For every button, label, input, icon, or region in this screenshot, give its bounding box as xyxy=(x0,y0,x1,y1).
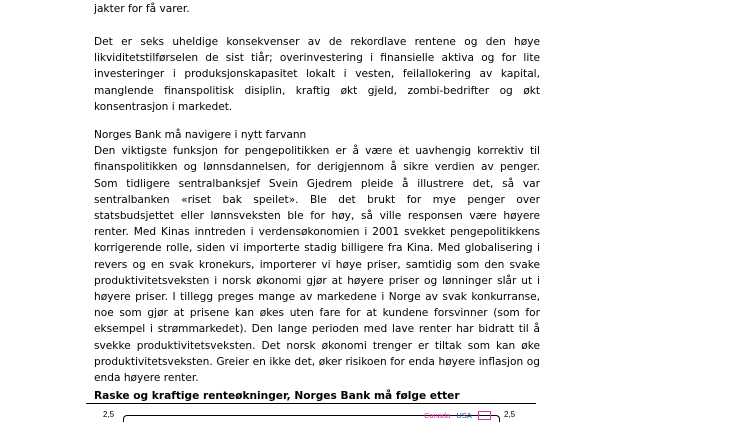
paragraph-monetary-policy: Den viktigste funksjon for pengepolitikken er å være et uavhengig korrektiv til finanspolitikken og lønnsdannelsen, for derigjennom å sikre verdien av penger. Som tidligere sentralbanksjef Svein Gjedrem pleide å illustrere det, så var sentralbanken «riset bak speilet». Ble det brukt for mye penger over statsbudsjettet eller lønnsveksten ble for høy, så ville responsen være høyere renter. Med Kinas inntreden i verdensøkonomien i 2001 svekket pengepolitikkens korrigerende rolle, siden vi importerte stadig billigere fra Kina. Med globalisering i revers og en svak kronekurs, importerer vi høye priser, samtidig som den svake produktivitetsveksten i norsk økonomi gjør at høyere priser og lønninger slår ut i høyere priser. I tillegg preges mange av markedene i Norge av svak konkurranse, noe som gjør at prisene kan økes uten fare for at kundene forsvinner (som for eksempel i strømmarkedet). Den lange perioden med lave renter har bidratt til å svekke produktivitetsveksten. Det norsk økonomi trenger er tiltak som kan øke produktivitetsveksten. Greier en ikke det, øker risikoen for enda høyere inflasjon og enda høyere renter. xyxy=(94,145,540,385)
paragraph-consequences: Det er seks uheldige konsekvenser av de rekordlave rentene og den høye likviditetstilførselen de sist tiår; overinvestering i finansielle aktiva og for lite investeringer i produksjonskapasitet lokalt i vesten, feilallokering av kapital, manglende finanspolitisk disiplin, kraftig økt gjeld, zombi-bedrifter og økt konsentrasjon i markedet. xyxy=(94,36,540,113)
legend-item-usa: USA xyxy=(456,411,472,420)
section-norges-bank xyxy=(94,127,540,386)
chart-heading: Raske og kraftige renteøkninger, Norges Bank må følge etter xyxy=(94,390,460,402)
chart-legend xyxy=(424,411,495,421)
chart-rate-hikes xyxy=(86,403,536,419)
section-subtitle: Norges Bank må navigere i nytt farvann xyxy=(94,129,307,141)
paragraph-fragment: jakter for få varer. xyxy=(94,3,190,15)
legend-item-canada: Canada xyxy=(424,411,451,420)
legend-swatch xyxy=(478,411,491,420)
heading-rule xyxy=(86,403,536,404)
y-tick-right: 2,5 xyxy=(504,410,516,419)
y-tick-left: 2,5 xyxy=(103,410,115,419)
